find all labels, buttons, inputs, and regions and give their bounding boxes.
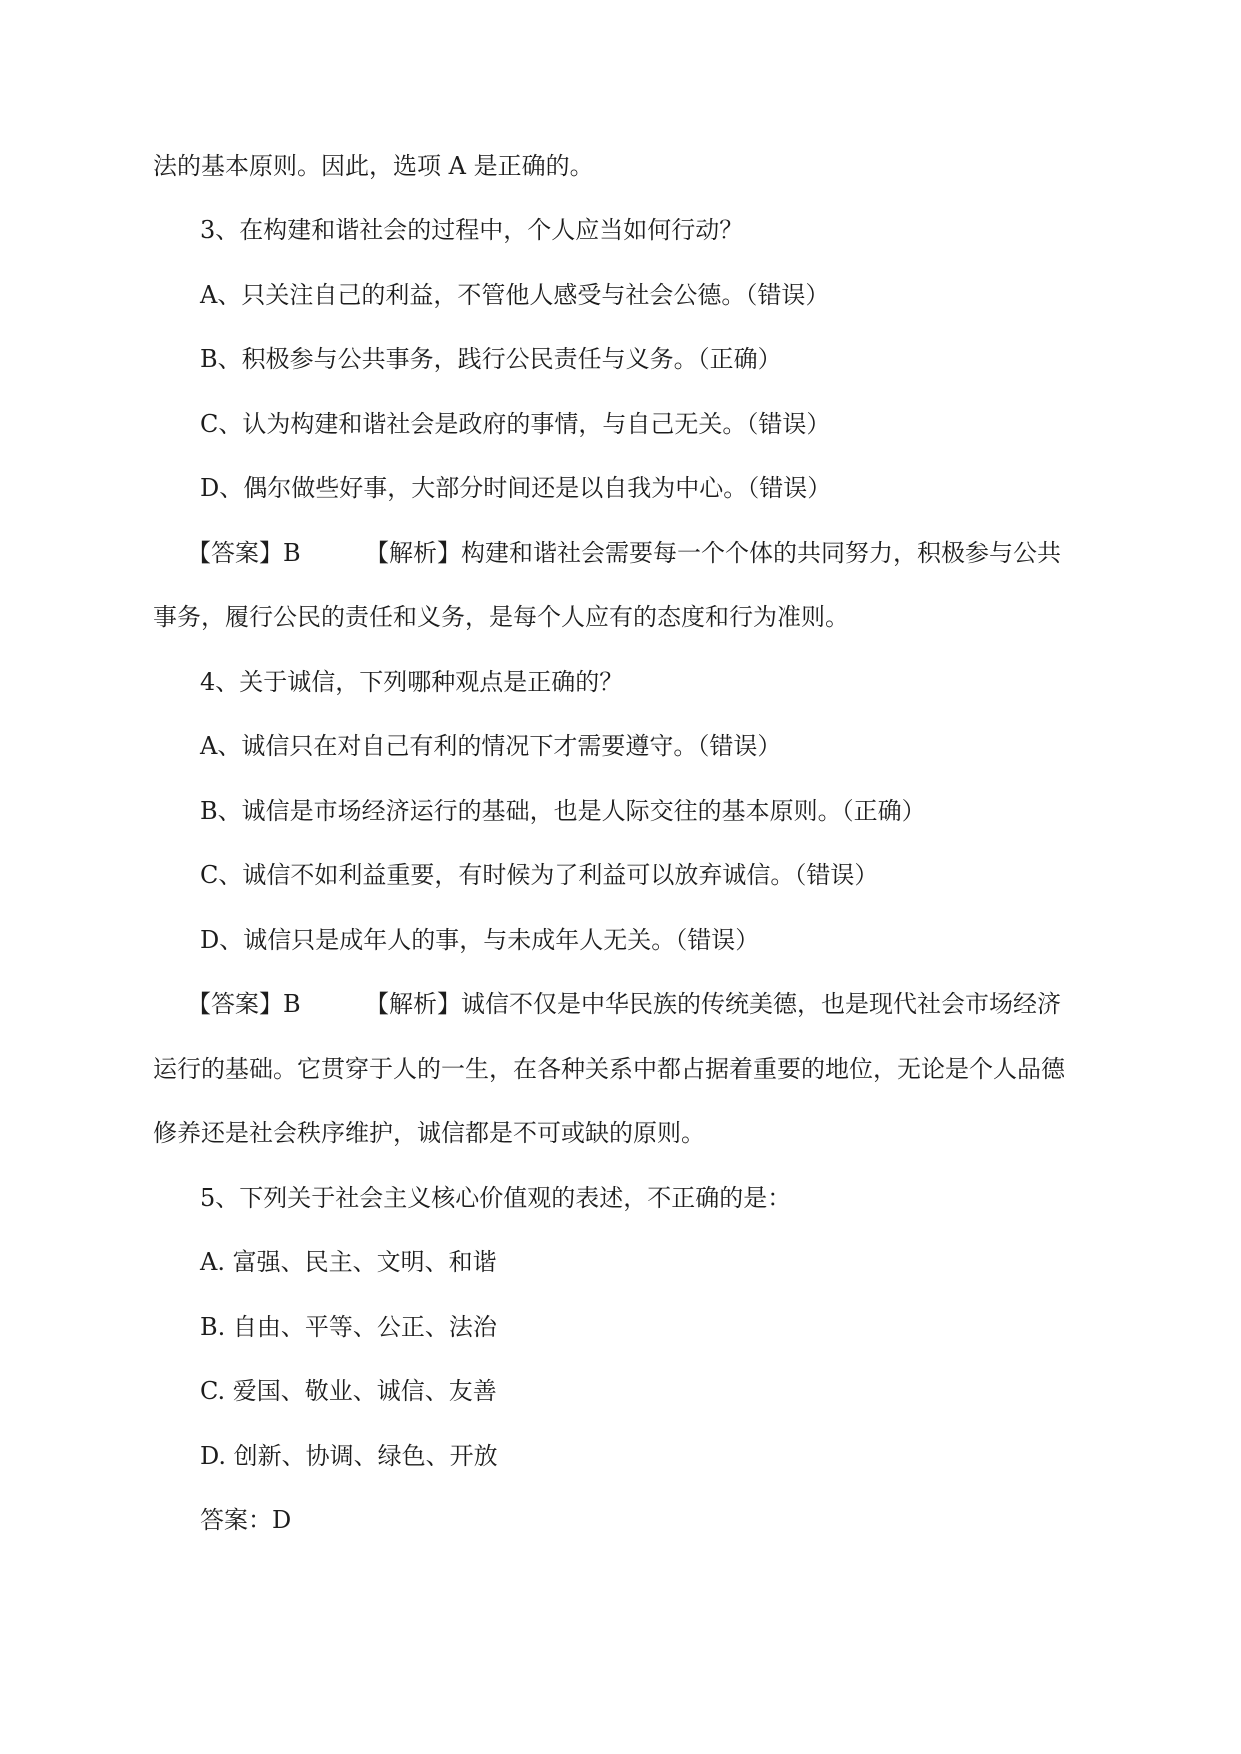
question-4-answer: 【答案】B — [187, 990, 301, 1018]
question-3-answer: 【答案】B — [187, 539, 301, 567]
question-4-option-b: B、诚信是市场经济运行的基础，也是人际交往的基本原则。（正确） — [200, 797, 926, 825]
previous-analysis-tail: 法的基本原则。因此，选项 A 是正确的。 — [153, 152, 594, 180]
question-3-analysis: 【解析】构建和谐社会需要每一个个体的共同努力，积极参与公共 — [365, 539, 1061, 567]
question-5-option-c: C. 爱国、敬业、诚信、友善 — [200, 1377, 497, 1405]
question-4-option-d: D、诚信只是成年人的事，与未成年人无关。（错误） — [200, 926, 760, 954]
question-3-option-c: C、认为构建和谐社会是政府的事情，与自己无关。（错误） — [200, 410, 831, 438]
question-3-stem: 3、在构建和谐社会的过程中，个人应当如何行动？ — [200, 216, 744, 244]
question-5-stem: 5、下列关于社会主义核心价值观的表述，不正确的是： — [200, 1184, 792, 1212]
question-4-option-c: C、诚信不如利益重要，有时候为了利益可以放弃诚信。（错误） — [200, 861, 879, 889]
question-4-option-a: A、诚信只在对自己有利的情况下才需要遵守。（错误） — [200, 732, 782, 760]
question-5-option-b: B. 自由、平等、公正、法治 — [200, 1313, 497, 1341]
question-5-answer: 答案：D — [200, 1506, 292, 1534]
question-4-analysis-continued-1: 运行的基础。它贯穿于人的一生，在各种关系中都占据着重要的地位，无论是个人品德 — [153, 1055, 1065, 1083]
question-3-option-b: B、积极参与公共事务，践行公民责任与义务。（正确） — [200, 345, 782, 373]
question-5-option-a: A. 富强、民主、文明、和谐 — [200, 1248, 497, 1276]
question-4-analysis-continued-2: 修养还是社会秩序维护，诚信都是不可或缺的原则。 — [153, 1119, 705, 1147]
question-3-analysis-continued: 事务，履行公民的责任和义务，是每个人应有的态度和行为准则。 — [153, 603, 849, 631]
question-3-option-d: D、偶尔做些好事，大部分时间还是以自我为中心。（错误） — [200, 474, 832, 502]
question-4-analysis: 【解析】诚信不仅是中华民族的传统美德，也是现代社会市场经济 — [365, 990, 1061, 1018]
question-3-option-a: A、只关注自己的利益，不管他人感受与社会公德。（错误） — [200, 281, 830, 309]
question-4-stem: 4、关于诚信，下列哪种观点是正确的？ — [200, 668, 624, 696]
question-5-option-d: D. 创新、协调、绿色、开放 — [200, 1442, 498, 1470]
